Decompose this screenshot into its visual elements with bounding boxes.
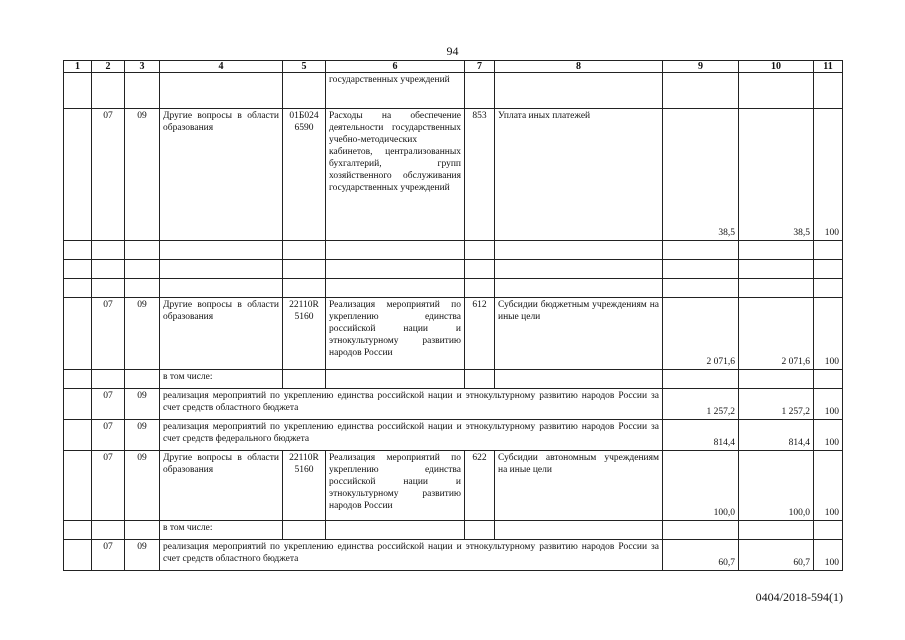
table-cell: 09 <box>125 298 160 370</box>
table-cell: 2 071,6 <box>663 298 739 370</box>
table-cell: в том числе: <box>160 521 283 540</box>
table-cell: 07 <box>92 109 125 241</box>
col-header: 8 <box>495 61 663 73</box>
col-header: 2 <box>92 61 125 73</box>
table-row <box>64 420 843 451</box>
document-id: 0404/2018-594(1) <box>755 590 843 604</box>
table-cell: реализация мероприятий по укреплению единства российской нации и этнокультурному развитию народов России за счет средств федерального бюджета <box>160 420 663 451</box>
table-cell: 09 <box>125 540 160 571</box>
table-cell: Расходы на обеспечение деятельности государственных учебно-методических кабинетов, централизованных бухгалтерий, групп хозяйственного обслуживания государственных учреждений <box>326 109 465 241</box>
table-cell: 09 <box>125 420 160 451</box>
table-cell: реализация мероприятий по укреплению единства российской нации и этнокультурному развитию народов России за счет средств областного бюджета <box>160 540 663 571</box>
table-cell: Уплата иных платежей <box>495 109 663 241</box>
table-cell: 100,0 <box>663 451 739 521</box>
col-header: 1 <box>64 61 92 73</box>
table-cell: 09 <box>125 451 160 521</box>
table-cell: 60,7 <box>739 540 814 571</box>
table-cell: 07 <box>92 540 125 571</box>
table-cell: 612 <box>465 298 495 370</box>
table-cell: 09 <box>125 389 160 420</box>
table-cell: 38,5 <box>663 109 739 241</box>
table-row <box>64 389 843 420</box>
table-cell: 100 <box>814 451 843 521</box>
table-row <box>64 540 843 571</box>
table-cell: 01Б024 6590 <box>283 109 326 241</box>
table-cell: 1 257,2 <box>739 389 814 420</box>
table-cell: 100 <box>814 109 843 241</box>
table-cell: Реализация мероприятий по укреплению единства российской нации и этнокультурному развитию народов России <box>326 451 465 521</box>
table-cell: 1 257,2 <box>663 389 739 420</box>
table-cell: 22110R 5160 <box>283 451 326 521</box>
table-cell: 09 <box>125 109 160 241</box>
table-cell: Субсидии автономным учреждениям на иные цели <box>495 451 663 521</box>
table-cell: 38,5 <box>739 109 814 241</box>
table-row <box>64 370 843 389</box>
table-cell: в том числе: <box>160 370 283 389</box>
header-row <box>64 61 843 73</box>
table-cell: 622 <box>465 451 495 521</box>
table-cell: 07 <box>92 389 125 420</box>
col-header: 10 <box>739 61 814 73</box>
table-cell: Другие вопросы в области образования <box>160 298 283 370</box>
table-row <box>64 109 843 241</box>
table-cell: 07 <box>92 298 125 370</box>
table-row <box>64 241 843 260</box>
page-number: 94 <box>446 44 459 58</box>
table-row <box>64 279 843 298</box>
table-row <box>64 451 843 521</box>
table-row <box>64 73 843 109</box>
table-cell: 100 <box>814 540 843 571</box>
table-cell: 100 <box>814 420 843 451</box>
table-cell: Субсидии бюджетным учреждениям на иные цели <box>495 298 663 370</box>
table-cell: 07 <box>92 451 125 521</box>
table-row <box>64 521 843 540</box>
budget-table <box>63 60 843 571</box>
table-cell: государственных учреждений <box>326 73 465 109</box>
table-cell: 60,7 <box>663 540 739 571</box>
table-cell: Реализация мероприятий по укреплению единства российской нации и этнокультурному развитию народов России <box>326 298 465 370</box>
col-header: 6 <box>326 61 465 73</box>
col-header: 9 <box>663 61 739 73</box>
col-header: 5 <box>283 61 326 73</box>
table-cell: 22110R 5160 <box>283 298 326 370</box>
table-cell: 814,4 <box>663 420 739 451</box>
col-header: 7 <box>465 61 495 73</box>
col-header: 11 <box>814 61 843 73</box>
col-header: 3 <box>125 61 160 73</box>
col-header: 4 <box>160 61 283 73</box>
table-cell: реализация мероприятий по укреплению единства российской нации и этнокультурному развитию народов России за счет средств областного бюджета <box>160 389 663 420</box>
table-cell: 100 <box>814 389 843 420</box>
table-cell: 100 <box>814 298 843 370</box>
table-row <box>64 298 843 370</box>
table-row <box>64 260 843 279</box>
table-cell: 100,0 <box>739 451 814 521</box>
table-cell: Другие вопросы в области образования <box>160 451 283 521</box>
table-cell: 07 <box>92 420 125 451</box>
table-cell: 814,4 <box>739 420 814 451</box>
table-cell: 2 071,6 <box>739 298 814 370</box>
table-cell: 853 <box>465 109 495 241</box>
table-cell: Другие вопросы в области образования <box>160 109 283 241</box>
